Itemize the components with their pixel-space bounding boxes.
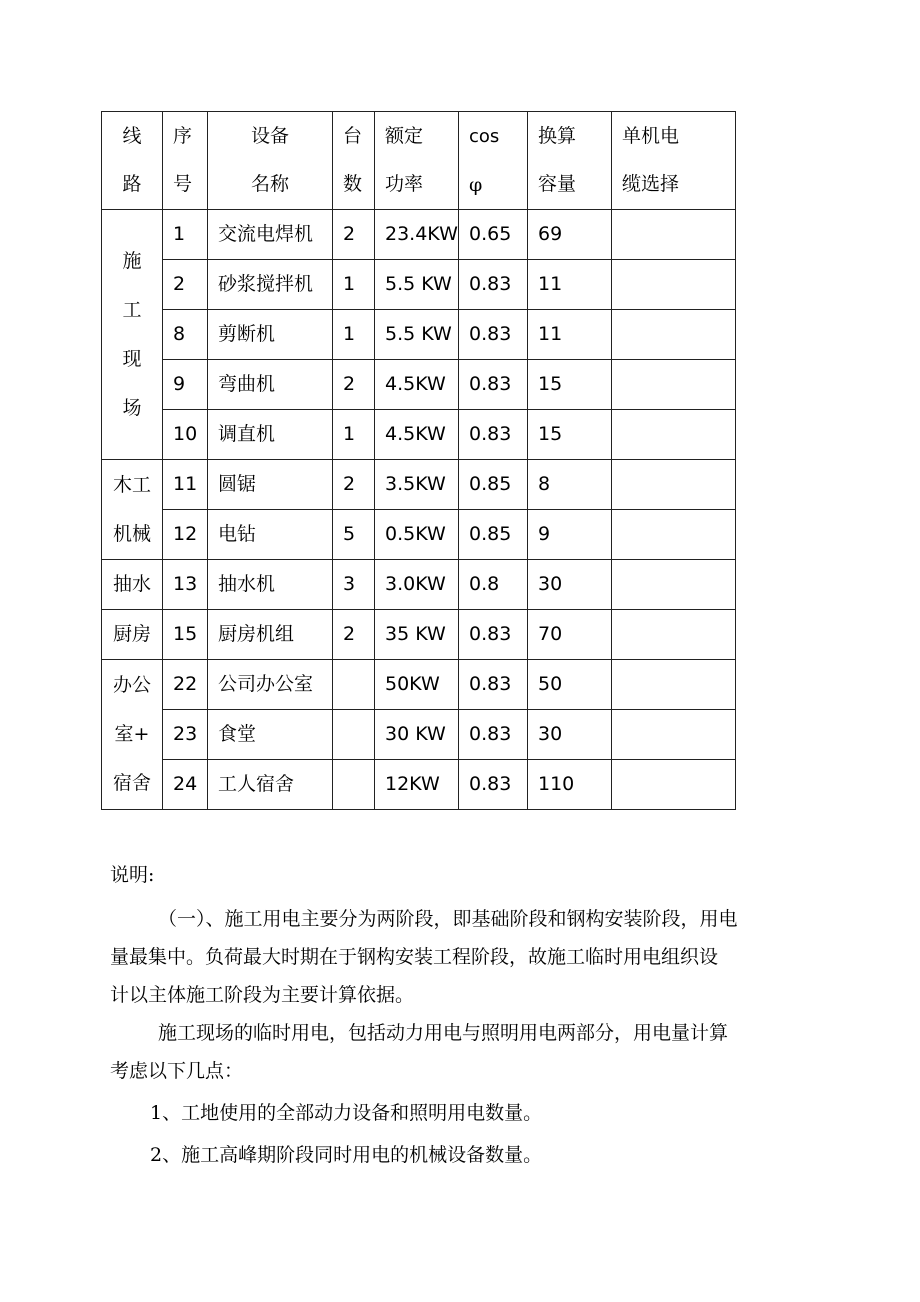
row-name: 厨房机组 xyxy=(208,610,333,660)
row-no: 9 xyxy=(163,360,208,410)
row-no: 10 xyxy=(163,410,208,460)
header-name: 设备 名称 xyxy=(208,112,333,210)
row-no: 23 xyxy=(163,710,208,760)
row-capacity: 30 xyxy=(528,560,612,610)
row-capacity: 9 xyxy=(528,510,612,560)
row-power: 5.5 KW xyxy=(375,310,459,360)
row-cable xyxy=(612,660,736,710)
row-cable xyxy=(612,260,736,310)
row-qty xyxy=(333,760,375,810)
header-no: 序 号 xyxy=(163,112,208,210)
notes-para1-line3: 计以主体施工阶段为主要计算依据。 xyxy=(110,984,415,1006)
notes-para2-line2: 考虑以下几点： xyxy=(110,1060,244,1082)
equipment-table xyxy=(101,111,736,810)
row-cos: 0.83 xyxy=(459,310,528,360)
row-capacity: 69 xyxy=(528,210,612,260)
header-cable: 单机电 缆选择 xyxy=(612,112,736,210)
row-name: 交流电焊机 xyxy=(208,210,333,260)
row-qty: 1 xyxy=(333,410,375,460)
row-qty: 1 xyxy=(333,260,375,310)
row-no: 8 xyxy=(163,310,208,360)
row-cable xyxy=(612,560,736,610)
row-no: 1 xyxy=(163,210,208,260)
row-cable xyxy=(612,610,736,660)
notes-para1-line2: 量最集中。负荷最大时期在于钢构安装工程阶段，故施工临时用电组织设 xyxy=(110,946,719,968)
row-capacity: 15 xyxy=(528,410,612,460)
row-capacity: 15 xyxy=(528,360,612,410)
table-row xyxy=(102,210,736,260)
row-capacity: 70 xyxy=(528,610,612,660)
row-cable xyxy=(612,410,736,460)
row-qty xyxy=(333,710,375,760)
table-row xyxy=(102,410,736,460)
row-name: 圆锯 xyxy=(208,460,333,510)
row-cos: 0.65 xyxy=(459,210,528,260)
row-power: 4.5KW xyxy=(375,360,459,410)
row-cos: 0.83 xyxy=(459,660,528,710)
table-row xyxy=(102,310,736,360)
row-power: 30 KW xyxy=(375,710,459,760)
row-capacity: 11 xyxy=(528,310,612,360)
row-cos: 0.83 xyxy=(459,710,528,760)
table-row xyxy=(102,760,736,810)
row-cable xyxy=(612,710,736,760)
row-no: 11 xyxy=(163,460,208,510)
header-power: 额定 功率 xyxy=(375,112,459,210)
row-cos: 0.85 xyxy=(459,510,528,560)
row-cable xyxy=(612,510,736,560)
row-qty: 3 xyxy=(333,560,375,610)
row-capacity: 8 xyxy=(528,460,612,510)
row-no: 13 xyxy=(163,560,208,610)
row-power: 23.4KW xyxy=(375,210,459,260)
row-no: 24 xyxy=(163,760,208,810)
header-qty: 台 数 xyxy=(333,112,375,210)
row-name: 公司办公室 xyxy=(208,660,333,710)
row-cable xyxy=(612,310,736,360)
header-row xyxy=(102,112,736,210)
row-capacity: 50 xyxy=(528,660,612,710)
row-cable xyxy=(612,760,736,810)
row-qty: 2 xyxy=(333,360,375,410)
table-row xyxy=(102,360,736,410)
row-power: 50KW xyxy=(375,660,459,710)
row-power: 3.5KW xyxy=(375,460,459,510)
row-no: 22 xyxy=(163,660,208,710)
notes-item-2: 2、施工高峰期阶段同时用电的机械设备数量。 xyxy=(150,1144,543,1166)
group-woodwork-machinery: 木工 机械 xyxy=(102,460,163,560)
row-name: 食堂 xyxy=(208,710,333,760)
row-cos: 0.83 xyxy=(459,410,528,460)
row-name: 电钻 xyxy=(208,510,333,560)
notes-title: 说明: xyxy=(110,864,155,886)
row-qty: 2 xyxy=(333,610,375,660)
row-capacity: 11 xyxy=(528,260,612,310)
table-row xyxy=(102,660,736,710)
row-qty: 5 xyxy=(333,510,375,560)
row-name: 调直机 xyxy=(208,410,333,460)
table-row xyxy=(102,260,736,310)
row-power: 12KW xyxy=(375,760,459,810)
row-no: 2 xyxy=(163,260,208,310)
row-qty: 2 xyxy=(333,460,375,510)
group-kitchen: 厨房 xyxy=(102,610,163,660)
group-pumping: 抽水 xyxy=(102,560,163,610)
notes-para2-line1: 施工现场的临时用电，包括动力用电与照明用电两部分，用电量计算 xyxy=(158,1022,729,1044)
row-name: 弯曲机 xyxy=(208,360,333,410)
row-power: 5.5 KW xyxy=(375,260,459,310)
group-construction-site: 施 工 现 场 xyxy=(102,210,163,460)
row-cos: 0.83 xyxy=(459,760,528,810)
row-name: 抽水机 xyxy=(208,560,333,610)
header-line: 线 路 xyxy=(102,112,163,210)
notes-para1-line1: （一）、施工用电主要分为两阶段，即基础阶段和钢构安装阶段，用电 xyxy=(158,908,738,930)
row-qty: 1 xyxy=(333,310,375,360)
row-cable xyxy=(612,210,736,260)
row-power: 0.5KW xyxy=(375,510,459,560)
row-name: 砂浆搅拌机 xyxy=(208,260,333,310)
row-cos: 0.85 xyxy=(459,460,528,510)
row-cos: 0.83 xyxy=(459,260,528,310)
row-power: 3.0KW xyxy=(375,560,459,610)
notes-section xyxy=(110,856,815,1174)
table-row xyxy=(102,560,736,610)
row-cable xyxy=(612,360,736,410)
row-name: 工人宿舍 xyxy=(208,760,333,810)
table-row xyxy=(102,710,736,760)
row-no: 15 xyxy=(163,610,208,660)
header-cos: cos φ xyxy=(459,112,528,210)
row-cos: 0.83 xyxy=(459,610,528,660)
row-power: 4.5KW xyxy=(375,410,459,460)
row-qty: 2 xyxy=(333,210,375,260)
row-cos: 0.83 xyxy=(459,360,528,410)
row-power: 35 KW xyxy=(375,610,459,660)
row-capacity: 30 xyxy=(528,710,612,760)
header-capacity: 换算 容量 xyxy=(528,112,612,210)
table-row xyxy=(102,460,736,510)
row-qty xyxy=(333,660,375,710)
row-no: 12 xyxy=(163,510,208,560)
group-office-dorm: 办公 室+ 宿舍 xyxy=(102,660,163,810)
table-row xyxy=(102,610,736,660)
row-cable xyxy=(612,460,736,510)
notes-item-1: 1、工地使用的全部动力设备和照明用电数量。 xyxy=(150,1102,543,1124)
row-capacity: 110 xyxy=(528,760,612,810)
row-cos: 0.8 xyxy=(459,560,528,610)
row-name: 剪断机 xyxy=(208,310,333,360)
table-row xyxy=(102,510,736,560)
